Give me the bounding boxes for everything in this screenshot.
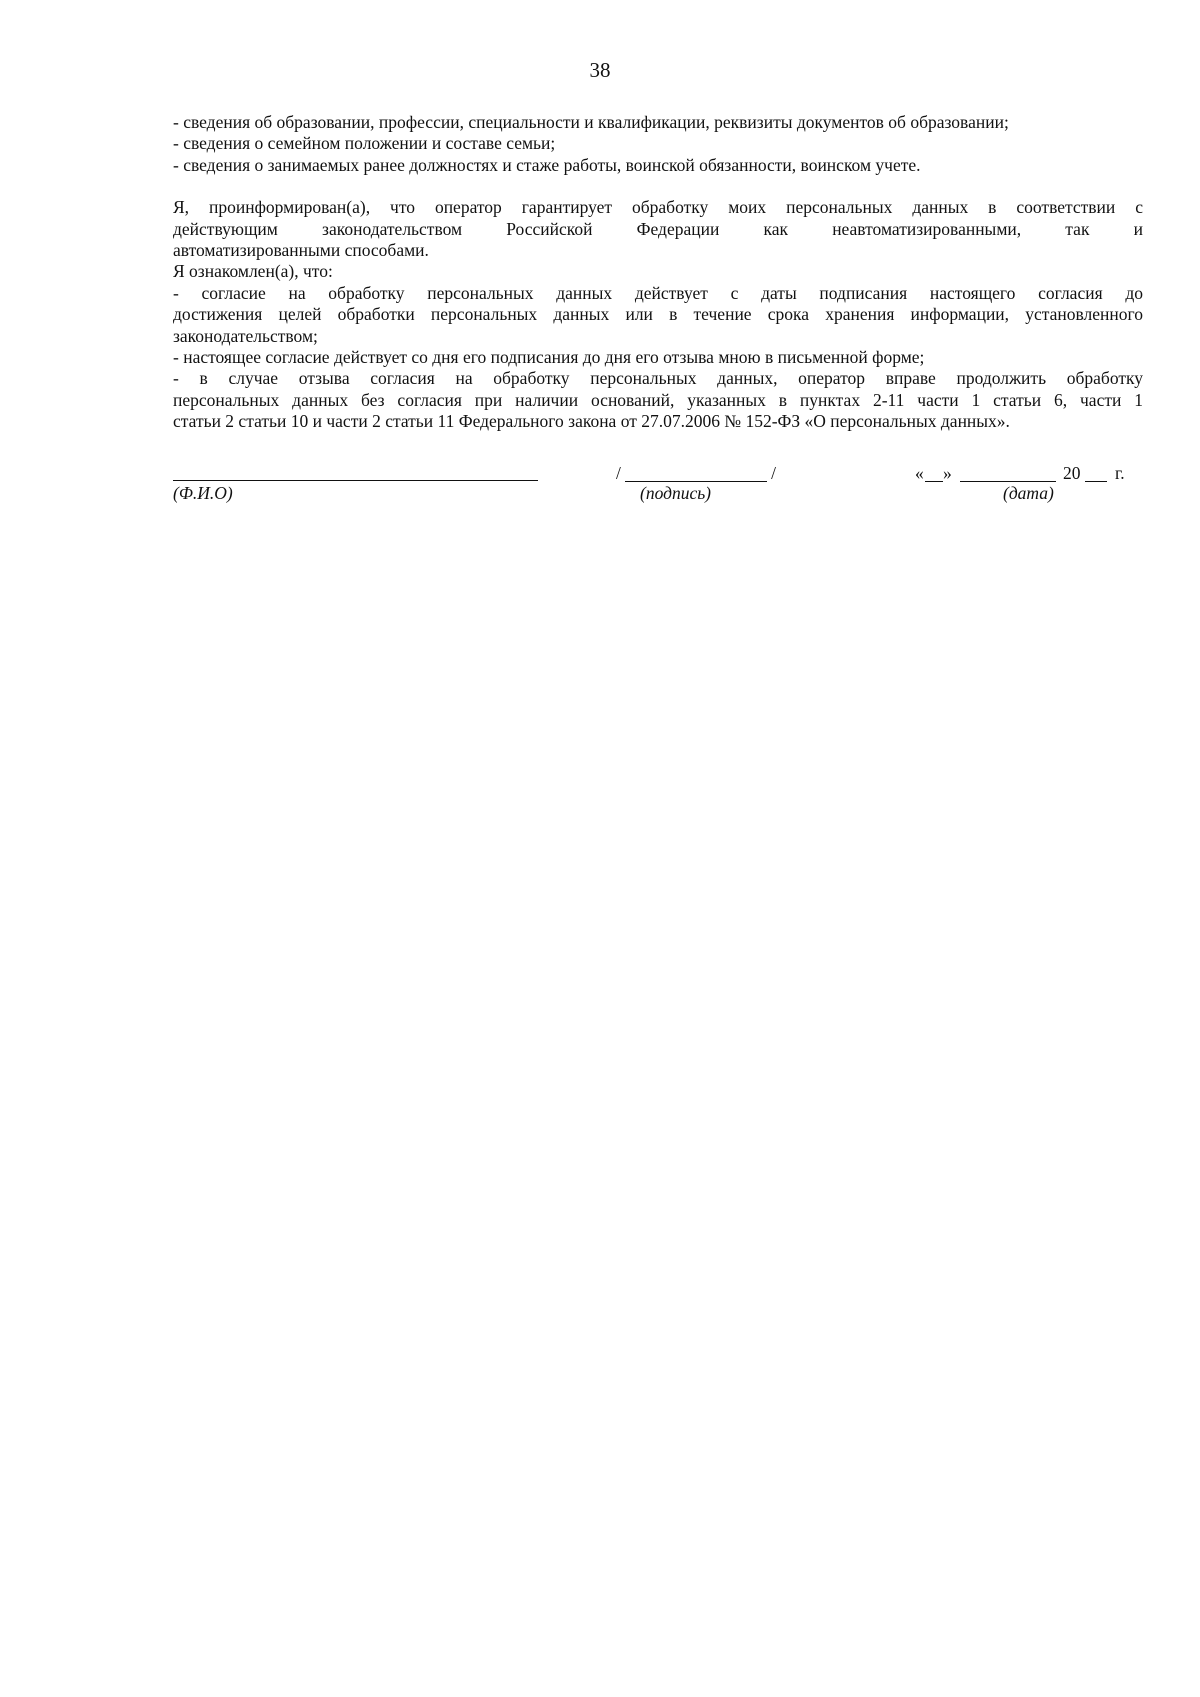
signature-block — [173, 463, 1143, 509]
list-item-education: - сведения об образовании, профессии, специальности и квалификации, реквизиты документов об образовании; — [173, 112, 1009, 132]
signature-caption: (подпись) — [640, 483, 712, 503]
list-item-work-history: - сведения о занимаемых ранее должностях и стаже работы, воинской обязанности, воинском учете. — [173, 154, 921, 175]
signature-field[interactable] — [616, 463, 776, 483]
list-item-family: - сведения о семейном положении и составе семьи; — [173, 133, 556, 154]
date-field[interactable] — [915, 463, 1143, 483]
acquainted-item-2: - настоящее согласие действует со дня его подписания до дня его отзыва мною в письменной форме; — [173, 347, 925, 368]
acquainted-item-1-line-1: - согласие на обработку персональных данных действует с даты подписания настоящего согласия до — [173, 282, 1143, 303]
informed-line-2: действующим законодательством Российской Федерации как неавтоматизированными, так и — [173, 218, 1143, 239]
acquainted-item-3-line-1: - в случае отзыва согласия на обработку персональных данных, оператор вправе продолжить обработку — [173, 368, 1143, 389]
date-day-blank — [925, 481, 943, 482]
informed-line-3: автоматизированными способами. — [173, 240, 429, 261]
acquainted-item-1-line-2: достижения целей обработки персональных данных или в течение срока хранения информации, установленного — [173, 304, 1143, 325]
acquainted-item-3-line-2: персональных данных без согласия при наличии оснований, указанных в пунктах 2-11 части 1 статьи 6, части 1 — [173, 389, 1143, 410]
date-year-suffix: г. — [1115, 463, 1125, 483]
fio-caption: (Ф.И.О) — [173, 483, 233, 503]
document-body — [173, 112, 1143, 433]
acquainted-item-3-line-3: статьи 2 статьи 10 и части 2 статьи 11 Федерального закона от 27.07.2006 № 152-ФЗ «О персональных данных». — [173, 411, 1010, 432]
signature-slash-left: / — [616, 463, 621, 483]
date-caption: (дата) — [1003, 483, 1054, 503]
date-year-blank — [1085, 481, 1107, 482]
date-close-quote: » — [943, 463, 952, 483]
date-year-prefix: 20 — [1063, 463, 1081, 483]
signature-blank-line — [625, 481, 767, 482]
date-open-quote: « — [915, 463, 924, 483]
fio-blank-line[interactable] — [173, 480, 538, 481]
acquainted-item-1-line-3: законодательством; — [173, 325, 318, 346]
informed-line-1: Я, проинформирован(а), что оператор гарантирует обработку моих персональных данных в соответствии с — [173, 197, 1143, 218]
page-number: 38 — [589, 58, 611, 82]
acquainted-intro: Я ознакомлен(а), что: — [173, 261, 333, 282]
signature-slash-right: / — [771, 463, 776, 483]
date-month-blank — [960, 481, 1056, 482]
informed-paragraph — [173, 197, 1143, 261]
